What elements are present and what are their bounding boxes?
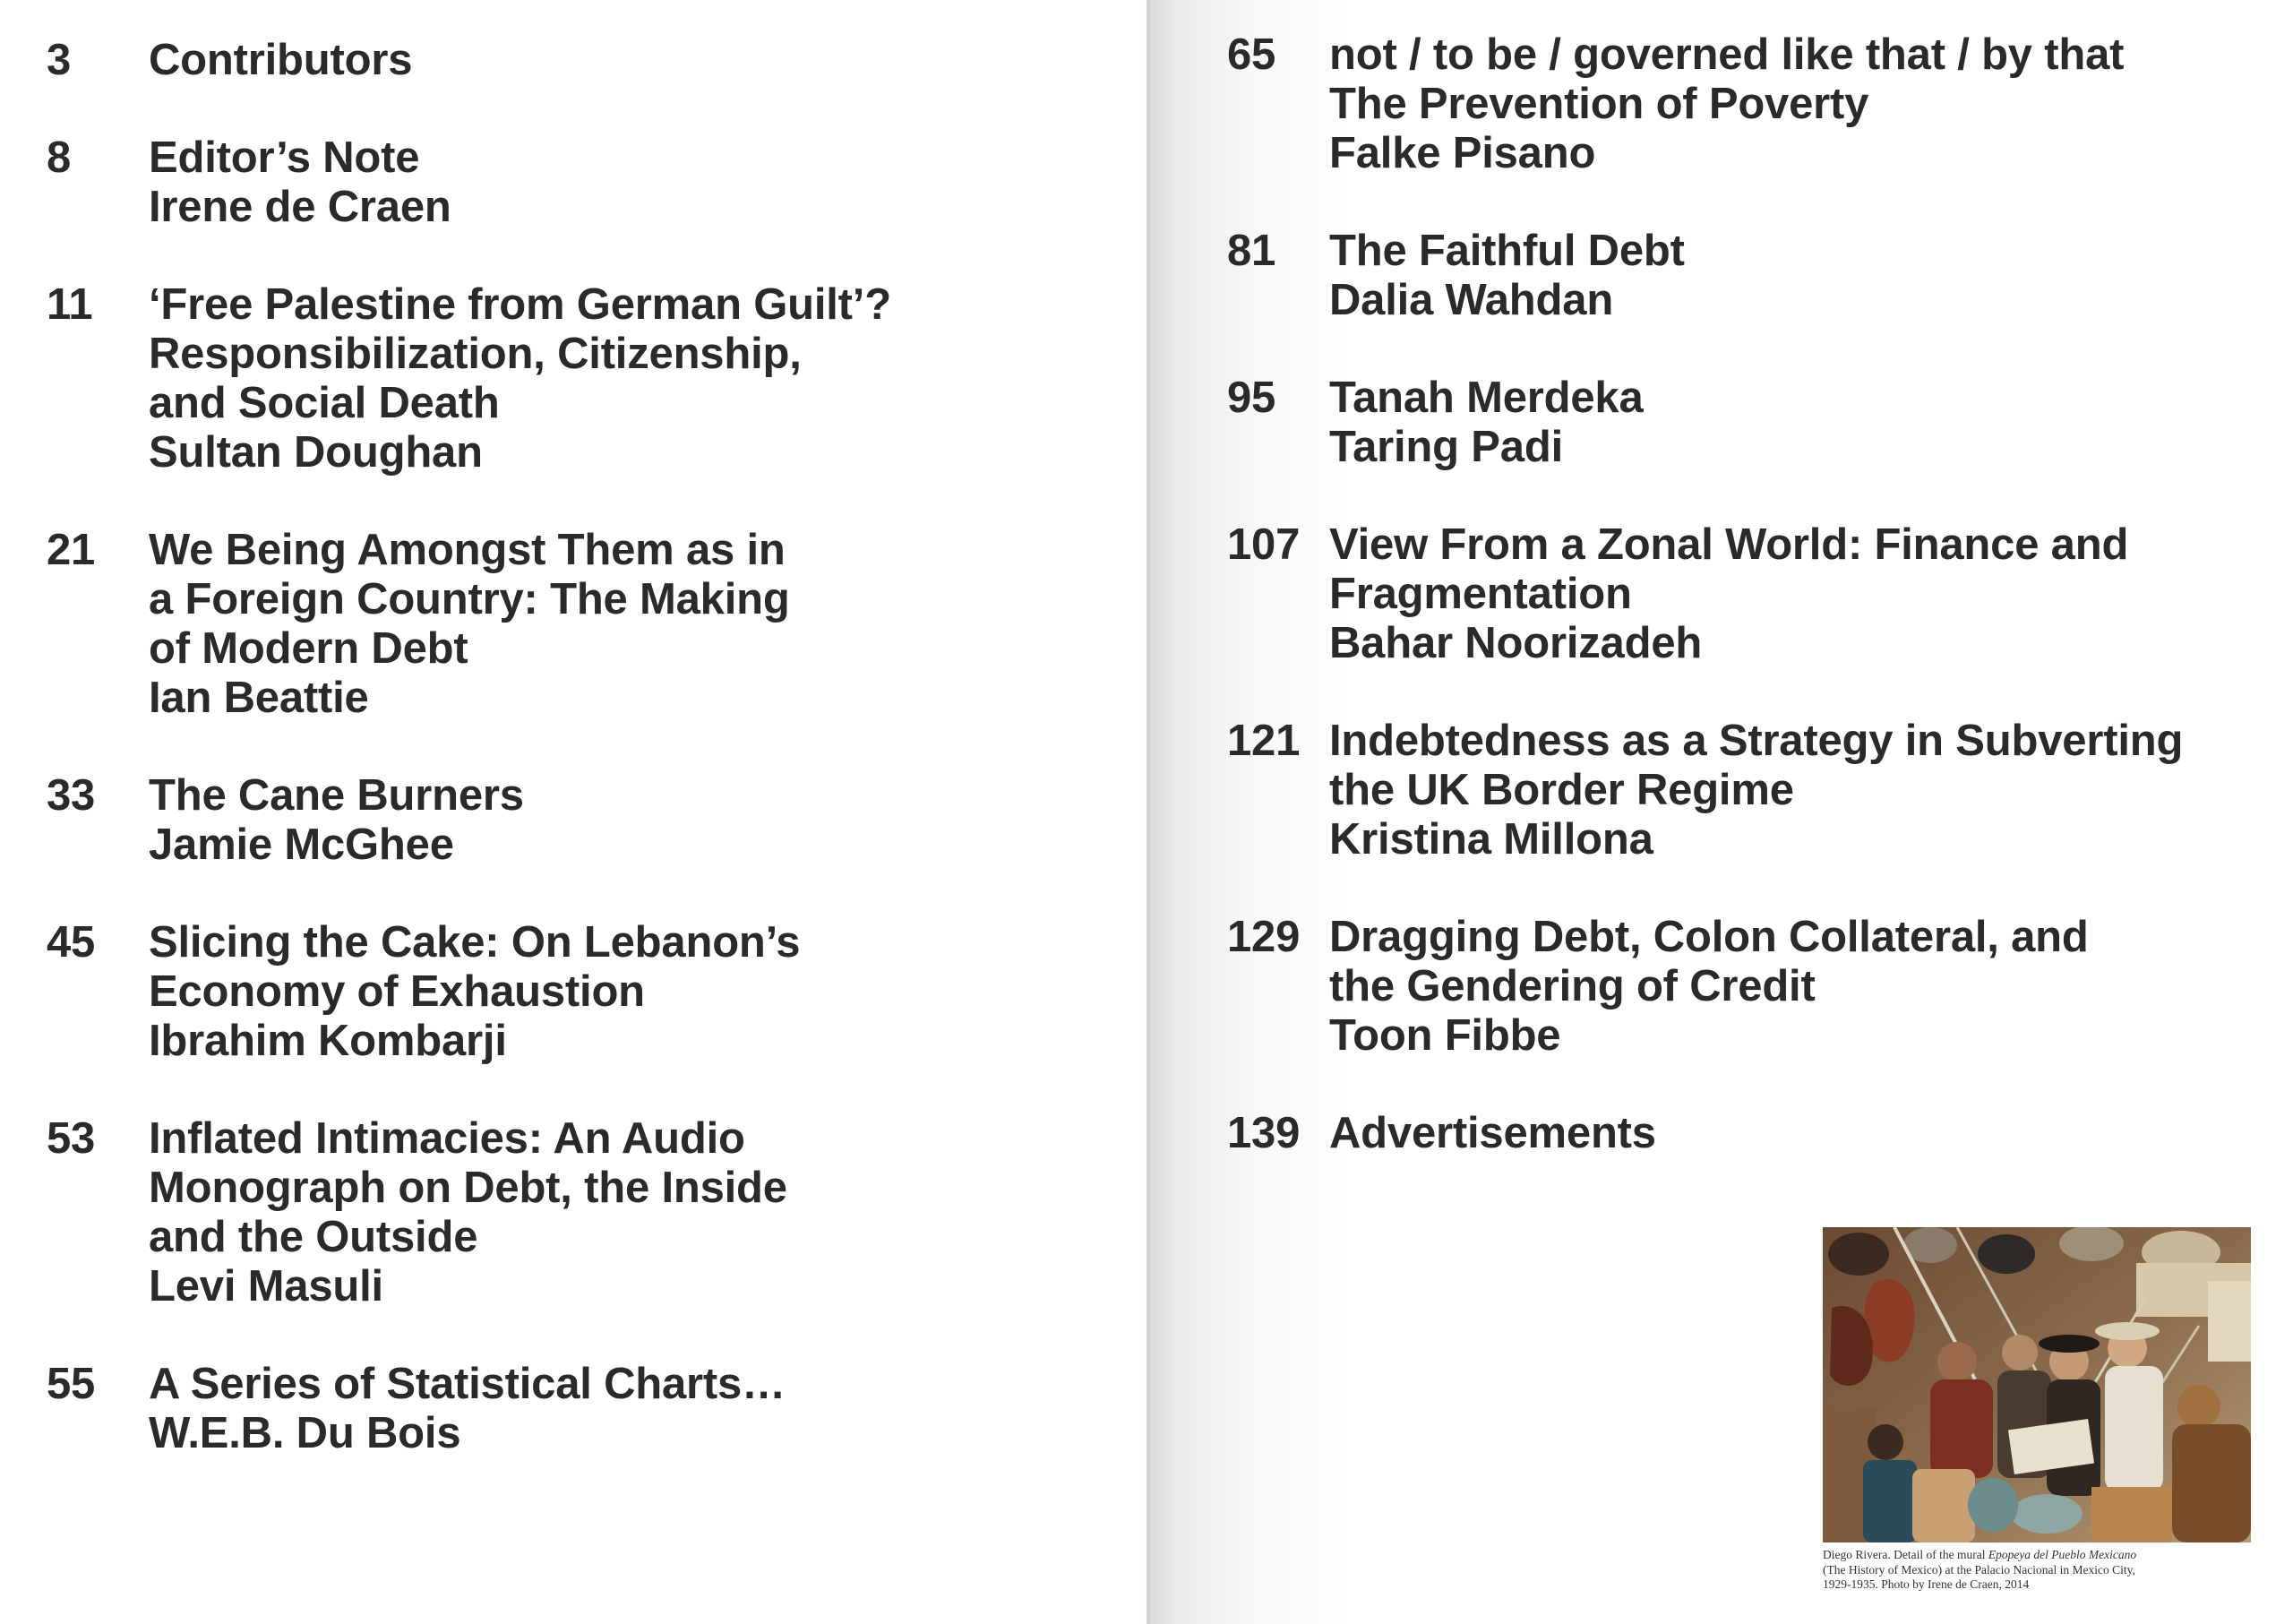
toc-entry-text bbox=[1329, 913, 2266, 1061]
toc-title-line: of Modern Debt bbox=[149, 624, 468, 673]
toc-entry bbox=[47, 1114, 1104, 1311]
toc-page-number: 81 bbox=[1227, 227, 1276, 275]
toc-entry-text bbox=[149, 771, 1104, 870]
toc-entry bbox=[1227, 717, 2266, 864]
mural-figure bbox=[1823, 1227, 2251, 1593]
toc-title-line: We Being Amongst Them as in bbox=[149, 526, 786, 574]
toc-entry bbox=[47, 36, 1104, 85]
toc-author-line: Toon Fibbe bbox=[1329, 1011, 1561, 1060]
toc-entry bbox=[1227, 30, 2266, 178]
toc-author-line: Sultan Doughan bbox=[149, 428, 483, 477]
toc-entry bbox=[47, 1360, 1104, 1458]
toc-title-line: a Foreign Country: The Making bbox=[149, 575, 790, 623]
toc-page-number: 33 bbox=[47, 771, 96, 820]
toc-author-line: W.E.B. Du Bois bbox=[149, 1409, 461, 1457]
toc-entry-text bbox=[149, 36, 1104, 85]
toc-title-line: Advertisements bbox=[1329, 1109, 1656, 1157]
toc-title-line: and Social Death bbox=[149, 379, 500, 427]
toc-entry-text bbox=[149, 1360, 1104, 1458]
toc-author-line: Bahar Noorizadeh bbox=[1329, 619, 1703, 667]
toc-title-line: The Faithful Debt bbox=[1329, 227, 1685, 275]
toc-title-line: the UK Border Regime bbox=[1329, 766, 1794, 814]
toc-author-line: Levi Masuli bbox=[149, 1262, 383, 1310]
toc-entry bbox=[47, 133, 1104, 232]
caption-line: (The History of Mexico) at the Palacio Nacional in Mexico City, bbox=[1823, 1562, 2135, 1577]
toc-page-number: 95 bbox=[1227, 374, 1276, 422]
toc-author-line: Taring Padi bbox=[1329, 423, 1563, 471]
toc-title-line: Dragging Debt, Colon Collateral, and bbox=[1329, 913, 2089, 961]
toc-title-line: Fragmentation bbox=[1329, 570, 1632, 618]
toc-entry bbox=[47, 526, 1104, 723]
toc-page-number: 55 bbox=[47, 1360, 96, 1408]
toc-title-line: ‘Free Palestine from German Guilt’? bbox=[149, 280, 891, 329]
toc-page-number: 3 bbox=[47, 36, 72, 84]
toc-title-line: The Cane Burners bbox=[149, 771, 524, 820]
toc-title-line: Slicing the Cake: On Lebanon’s bbox=[149, 918, 801, 967]
mural-image bbox=[1823, 1227, 2251, 1542]
toc-page-number: 129 bbox=[1227, 913, 1301, 961]
toc-title-line: Monograph on Debt, the Inside bbox=[149, 1164, 787, 1212]
toc-entry bbox=[1227, 1109, 2266, 1158]
toc-page-number: 53 bbox=[47, 1114, 96, 1163]
toc-page-number: 139 bbox=[1227, 1109, 1301, 1157]
toc-author-line: Kristina Millona bbox=[1329, 815, 1653, 864]
table-of-contents-right bbox=[1227, 30, 2266, 1207]
toc-entry-text bbox=[149, 526, 1104, 723]
caption-line bbox=[1823, 1548, 2251, 1563]
toc-entry-text bbox=[149, 133, 1104, 232]
toc-author-line: Dalia Wahdan bbox=[1329, 276, 1614, 324]
toc-title-line: the Gendering of Credit bbox=[1329, 962, 1816, 1010]
toc-title-line: Responsibilization, Citizenship, bbox=[149, 330, 802, 378]
table-of-contents-left bbox=[47, 36, 1104, 1507]
left-page bbox=[0, 0, 1146, 1624]
caption-artwork-title: Epopeya del Pueblo Mexicano bbox=[1988, 1548, 2137, 1561]
toc-entry-text bbox=[1329, 1109, 2266, 1158]
toc-title-line: Contributors bbox=[149, 36, 413, 84]
toc-title-line: Economy of Exhaustion bbox=[149, 967, 645, 1016]
toc-page-number: 21 bbox=[47, 526, 96, 574]
toc-entry bbox=[47, 280, 1104, 477]
toc-entry-text bbox=[1329, 30, 2266, 178]
toc-title-line: The Prevention of Poverty bbox=[1329, 80, 1869, 128]
toc-entry bbox=[1227, 227, 2266, 325]
toc-entry-text bbox=[149, 918, 1104, 1066]
toc-page-number: 8 bbox=[47, 133, 72, 182]
toc-author-line: Ian Beattie bbox=[149, 674, 369, 722]
toc-entry bbox=[1227, 520, 2266, 668]
toc-entry-text bbox=[1329, 227, 2266, 325]
toc-entry-text bbox=[1329, 717, 2266, 864]
toc-entry bbox=[1227, 374, 2266, 472]
toc-title-line: A Series of Statistical Charts… bbox=[149, 1360, 786, 1408]
gutter-shadow bbox=[1145, 0, 1150, 1624]
toc-entry-text bbox=[1329, 374, 2266, 472]
toc-author-line: Falke Pisano bbox=[1329, 129, 1596, 177]
toc-title-line: and the Outside bbox=[149, 1213, 478, 1261]
toc-page-number: 45 bbox=[47, 918, 96, 967]
toc-title-line: View From a Zonal World: Finance and bbox=[1329, 520, 2129, 569]
toc-entry bbox=[47, 771, 1104, 870]
toc-entry bbox=[1227, 913, 2266, 1061]
caption-text: Diego Rivera. Detail of the mural bbox=[1823, 1548, 1988, 1561]
toc-title-line: not / to be / governed like that / by that bbox=[1329, 30, 2125, 79]
toc-entry-text bbox=[149, 1114, 1104, 1311]
caption-line: 1929-1935. Photo by Irene de Craen, 2014 bbox=[1823, 1577, 2030, 1591]
figure-caption bbox=[1823, 1548, 2251, 1593]
toc-page-number: 121 bbox=[1227, 717, 1301, 765]
toc-title-line: Inflated Intimacies: An Audio bbox=[149, 1114, 745, 1163]
toc-author-line: Jamie McGhee bbox=[149, 821, 454, 869]
toc-entry bbox=[47, 918, 1104, 1066]
toc-title-line: Tanah Merdeka bbox=[1329, 374, 1644, 422]
toc-page-number: 107 bbox=[1227, 520, 1301, 569]
toc-author-line: Ibrahim Kombarji bbox=[149, 1017, 507, 1065]
toc-entry-text bbox=[149, 280, 1104, 477]
toc-page-number: 11 bbox=[47, 280, 93, 329]
toc-title-line: Editor’s Note bbox=[149, 133, 420, 182]
toc-title-line: Indebtedness as a Strategy in Subverting bbox=[1329, 717, 2184, 765]
toc-entry-text bbox=[1329, 520, 2266, 668]
toc-page-number: 65 bbox=[1227, 30, 1276, 79]
toc-author-line: Irene de Craen bbox=[149, 183, 451, 231]
